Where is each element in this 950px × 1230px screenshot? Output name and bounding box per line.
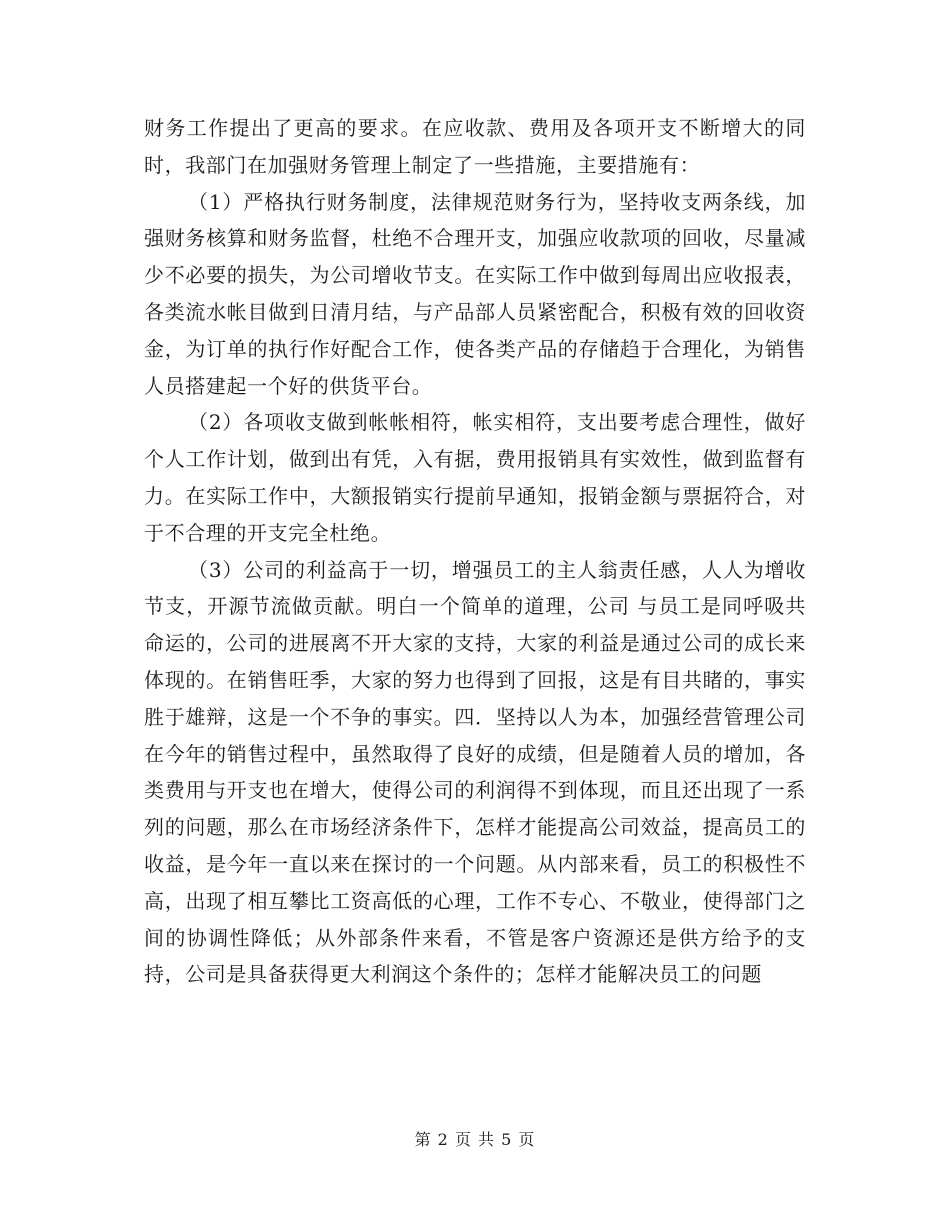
paragraph-item-2: （2）各项收支做到帐帐相符，帐实相符，支出要考虑合理性，做好个人工作计划，做到出有凭，入有据，费用报销具有实效性，做到监督有力。在实际工作中，大额报销实行提前早通知，报销金额与票据符合，对于不合理的开支完全杜绝。 <box>144 410 806 545</box>
page-number-label: 第 2 页 共 5 页 <box>414 1130 536 1149</box>
paragraph-intro: 财务工作提出了更高的要求。在应收款、费用及各项开支不断增大的同时，我部门在加强财务管理上制定了一些措施，主要措施有： <box>144 116 806 177</box>
paragraph-item-3: （3）公司的利益高于一切，增强员工的主人翁责任感，人人为增收节支，开源节流做贡献。明白一个简单的道理，公司 与员工是同呼吸共命运的，公司的进展离不开大家的支持，大家的利益是通过公司的成长来体现的。在销售旺季，大家的努力也得到了回报，这是有目共睹的，事实胜于雄辩，这是一个不争的事实。四．坚持以人为本，加强经营管理公司在今年的销售过程中，虽然取得了良好的成绩，但是随着人员的增加，各类费用与开支也在增大，使得公司的利润得不到体现，而且还出现了一系列的问题，那么在市场经济条件下，怎样才能提高公司效益，提高员工的收益，是今年一直以来在探讨的一个问题。从内部来看，员工的积极性不高，出现了相互攀比工资高低的心理，工作不专心、不敬业，使得部门之间的协调性降低；从外部条件来看，不管是客户资源还是供方给予的支持，公司是具备获得更大利润这个条件的；怎样才能解决员工的问题 <box>144 557 806 987</box>
document-body <box>144 110 806 993</box>
page-footer <box>0 1127 950 1150</box>
paragraph-item-1: （1）严格执行财务制度，法律规范财务行为，坚持收支两条线，加强财务核算和财务监督，杜绝不合理开支，加强应收款项的回收，尽量减少不必要的损失，为公司增收节支。在实际工作中做到每周出应收报表，各类流水帐目做到日清月结，与产品部人员紧密配合，积极有效的回收资金，为订单的执行作好配合工作，使各类产品的存储趋于合理化，为销售人员搭建起一个好的供货平台。 <box>144 189 806 398</box>
